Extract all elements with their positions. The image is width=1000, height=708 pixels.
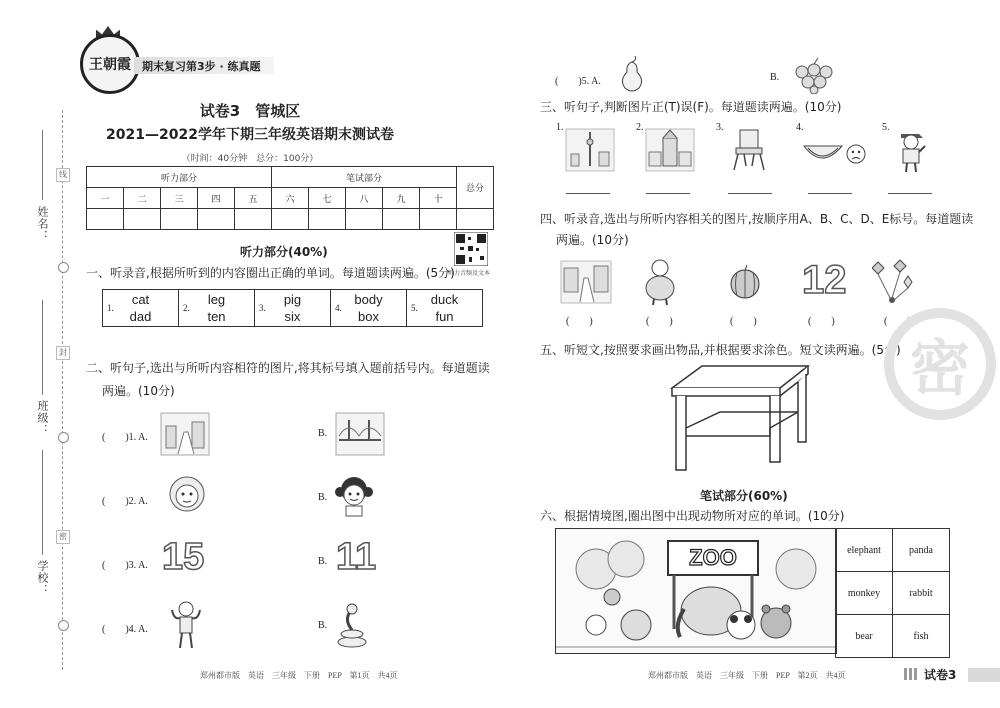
q1-num: 3. [259,303,266,313]
q2-item2-b[interactable]: B. [318,492,328,503]
score-cell[interactable] [124,209,161,230]
number-11-picture: 11 [336,536,377,578]
qr-caption: 听力音频及文本 [448,270,491,277]
q3-answer-line[interactable] [888,193,932,194]
town-street-picture [160,412,210,456]
q3-num: 5. [882,122,890,133]
q1-word-top[interactable]: pig [283,292,302,307]
school-label: 学校： [36,560,49,596]
score-cell[interactable] [383,209,420,230]
zoo-scene-picture [555,528,837,654]
bridge-picture [335,412,385,456]
q3-num: 1. [556,122,564,133]
q2-item3-b[interactable]: B. [318,556,328,567]
page-tab-label: 试卷3 [924,668,957,682]
city-skyline-picture [565,128,615,172]
q3-answer-line[interactable] [566,193,610,194]
animal-word[interactable]: elephant [836,529,893,572]
score-col: 九 [383,188,420,209]
score-cell[interactable] [346,209,383,230]
q1-num: 5. [411,303,418,313]
score-col: 一 [87,188,124,209]
q2-prompt-line2: 两遍。(10分) [102,384,175,398]
score-col: 十 [420,188,457,209]
seal-stamp-char: 密 [910,334,970,404]
q1-word-bottom[interactable]: ten [207,309,226,324]
q1-word-table [102,289,483,327]
score-cell[interactable] [272,209,309,230]
q1-pair[interactable] [407,290,483,327]
q2-item1-b[interactable]: B. [318,428,328,439]
chair-picture [728,128,772,172]
q1-word-top[interactable]: leg [207,292,226,307]
qr-code-icon [454,232,488,266]
q1-word-bottom[interactable]: box [358,309,379,324]
watermelon-face-picture [802,130,868,170]
binding-hole [58,262,69,273]
score-header-writing: 笔试部分 [272,167,457,188]
score-cell[interactable] [309,209,346,230]
number-12-picture: 12 [802,258,847,302]
q1-num: 1. [107,303,114,313]
q2-item2-label[interactable]: ( )2. A. [102,496,148,507]
score-header-listening: 听力部分 [87,167,272,188]
q3-answer-line[interactable] [646,193,690,194]
q2-item4-b[interactable]: B. [318,620,328,631]
q1-word-bottom[interactable]: fun [435,309,454,324]
q3-num: 3. [716,122,724,133]
animal-word[interactable]: fish [893,615,950,658]
brand-logo: 王朝霞 [80,34,140,94]
q4-bracket[interactable]: ( ) [566,316,593,327]
q1-word-bottom[interactable]: six [284,309,301,324]
castle-picture [645,128,695,172]
zoo-sign-text: ZOO [689,545,737,570]
binding-hole [58,432,69,443]
score-col: 五 [235,188,272,209]
q1-word-top[interactable]: duck [430,292,459,307]
animal-word-table [835,528,950,658]
strong-arm-boy-picture [168,600,204,650]
q4-bracket[interactable]: ( ) [730,316,757,327]
q4-prompt-line1: 四、听录音,选出与所听内容相关的图片,按顺序用A、B、C、D、E标号。每道题读 [540,212,974,226]
score-cell[interactable] [161,209,198,230]
school-line[interactable] [42,450,43,555]
q5-prompt: 五、听短文,按照要求画出物品,并根据要求涂色。短文读两遍。(5分) [540,343,901,357]
grapes-picture [792,56,838,94]
seal-char-mi: 密 [56,530,70,544]
series-label: 期末复习第3步 · 练真题 [142,60,261,73]
q1-pair[interactable] [331,290,407,327]
q3-num: 4. [796,122,804,133]
score-header-total: 总分 [457,167,494,209]
q3-num: 2. [636,122,644,133]
binding-hole [58,620,69,631]
score-cell[interactable] [457,209,494,230]
fat-boy-picture [642,258,678,306]
score-cell[interactable] [198,209,235,230]
paper-title: 试卷3 管城区 [199,102,301,120]
number-15-picture: 15 [162,536,205,578]
page-tab-band [968,668,1000,682]
q2-item1-label[interactable]: ( )1. A. [102,432,148,443]
animal-word[interactable]: rabbit [893,572,950,615]
q3-answer-line[interactable] [728,193,772,194]
q2-prompt-line1: 二、听句子,选出与所听内容相符的图片,将其标号填入题前括号内。每道题读 [86,361,490,375]
footer-right: 郑州都市版 英语 三年级 下册 PEP 第2页 共4页 [648,671,846,680]
score-col: 四 [198,188,235,209]
score-table [86,166,494,230]
q2-item3-label[interactable]: ( )3. A. [102,560,148,571]
boy-cap-picture [895,126,927,174]
street-road-picture [560,260,612,304]
score-col: 八 [346,188,383,209]
q1-num: 2. [183,303,190,313]
time-info: （时间：40分钟 总分：100分） [181,154,319,164]
girl-face-picture [332,472,376,518]
animal-word[interactable]: panda [893,529,950,572]
binding-margin-line [62,110,63,670]
q1-pair[interactable] [255,290,331,327]
q4-bracket[interactable]: ( ) [884,316,911,327]
listening-heading: 听力部分(40%) [240,245,328,259]
q1-word-bottom[interactable]: dad [129,309,152,324]
kites-picture [872,258,914,304]
paper-subtitle: 2021—2022学年下期三年级英语期末测试卷 [106,127,394,143]
score-cell[interactable] [87,209,124,230]
footer-left: 郑州都市版 英语 三年级 下册 PEP 第1页 共4页 [200,671,398,680]
name-label: 姓名： [36,206,49,242]
class-line[interactable] [42,300,43,395]
score-col: 三 [161,188,198,209]
score-cell[interactable] [235,209,272,230]
score-cell[interactable] [420,209,457,230]
q1-prompt: 一、听录音,根据所听到的内容圈出正确的单词。每道题读两遍。(5分) [86,266,455,280]
tab-dots-icon [904,668,918,680]
q1-num: 4. [335,303,342,313]
table-drawing-picture[interactable] [666,362,812,474]
writing-heading: 笔试部分(60%) [700,489,788,503]
seal-char-feng: 封 [56,346,70,360]
seal-char-xian: 线 [56,168,70,182]
q4-prompt-line2: 两遍。(10分) [556,233,629,247]
q4-bracket[interactable]: ( ) [808,316,835,327]
q1-word-top[interactable]: body [354,292,383,307]
watermelon-picture [728,264,762,300]
animal-word[interactable]: bear [836,615,893,658]
pear-picture [615,54,649,94]
score-col: 六 [272,188,309,209]
q3-prompt: 三、听句子,判断图片正(T)误(F)。每道题读两遍。(10分) [540,100,842,114]
q2-item5-label[interactable]: ( )5. A. [555,76,601,87]
q1-pair[interactable] [103,290,179,327]
q4-bracket[interactable]: ( ) [646,316,673,327]
score-col: 二 [124,188,161,209]
seal-stamp-icon [884,308,996,420]
q1-word-top[interactable]: cat [131,292,150,307]
q3-answer-line[interactable] [808,193,852,194]
score-col: 七 [309,188,346,209]
q2-item4-label[interactable]: ( )4. A. [102,624,148,635]
grandma-face-picture [165,472,209,518]
animal-word[interactable]: monkey [836,572,893,615]
q1-pair[interactable] [179,290,255,327]
class-label: 班级： [36,400,49,436]
q6-prompt: 六、根据情境图,圈出图中出现动物所对应的单词。(10分) [540,509,845,523]
snake-picture [334,600,370,650]
q2-item5-b[interactable]: B. [770,72,780,83]
